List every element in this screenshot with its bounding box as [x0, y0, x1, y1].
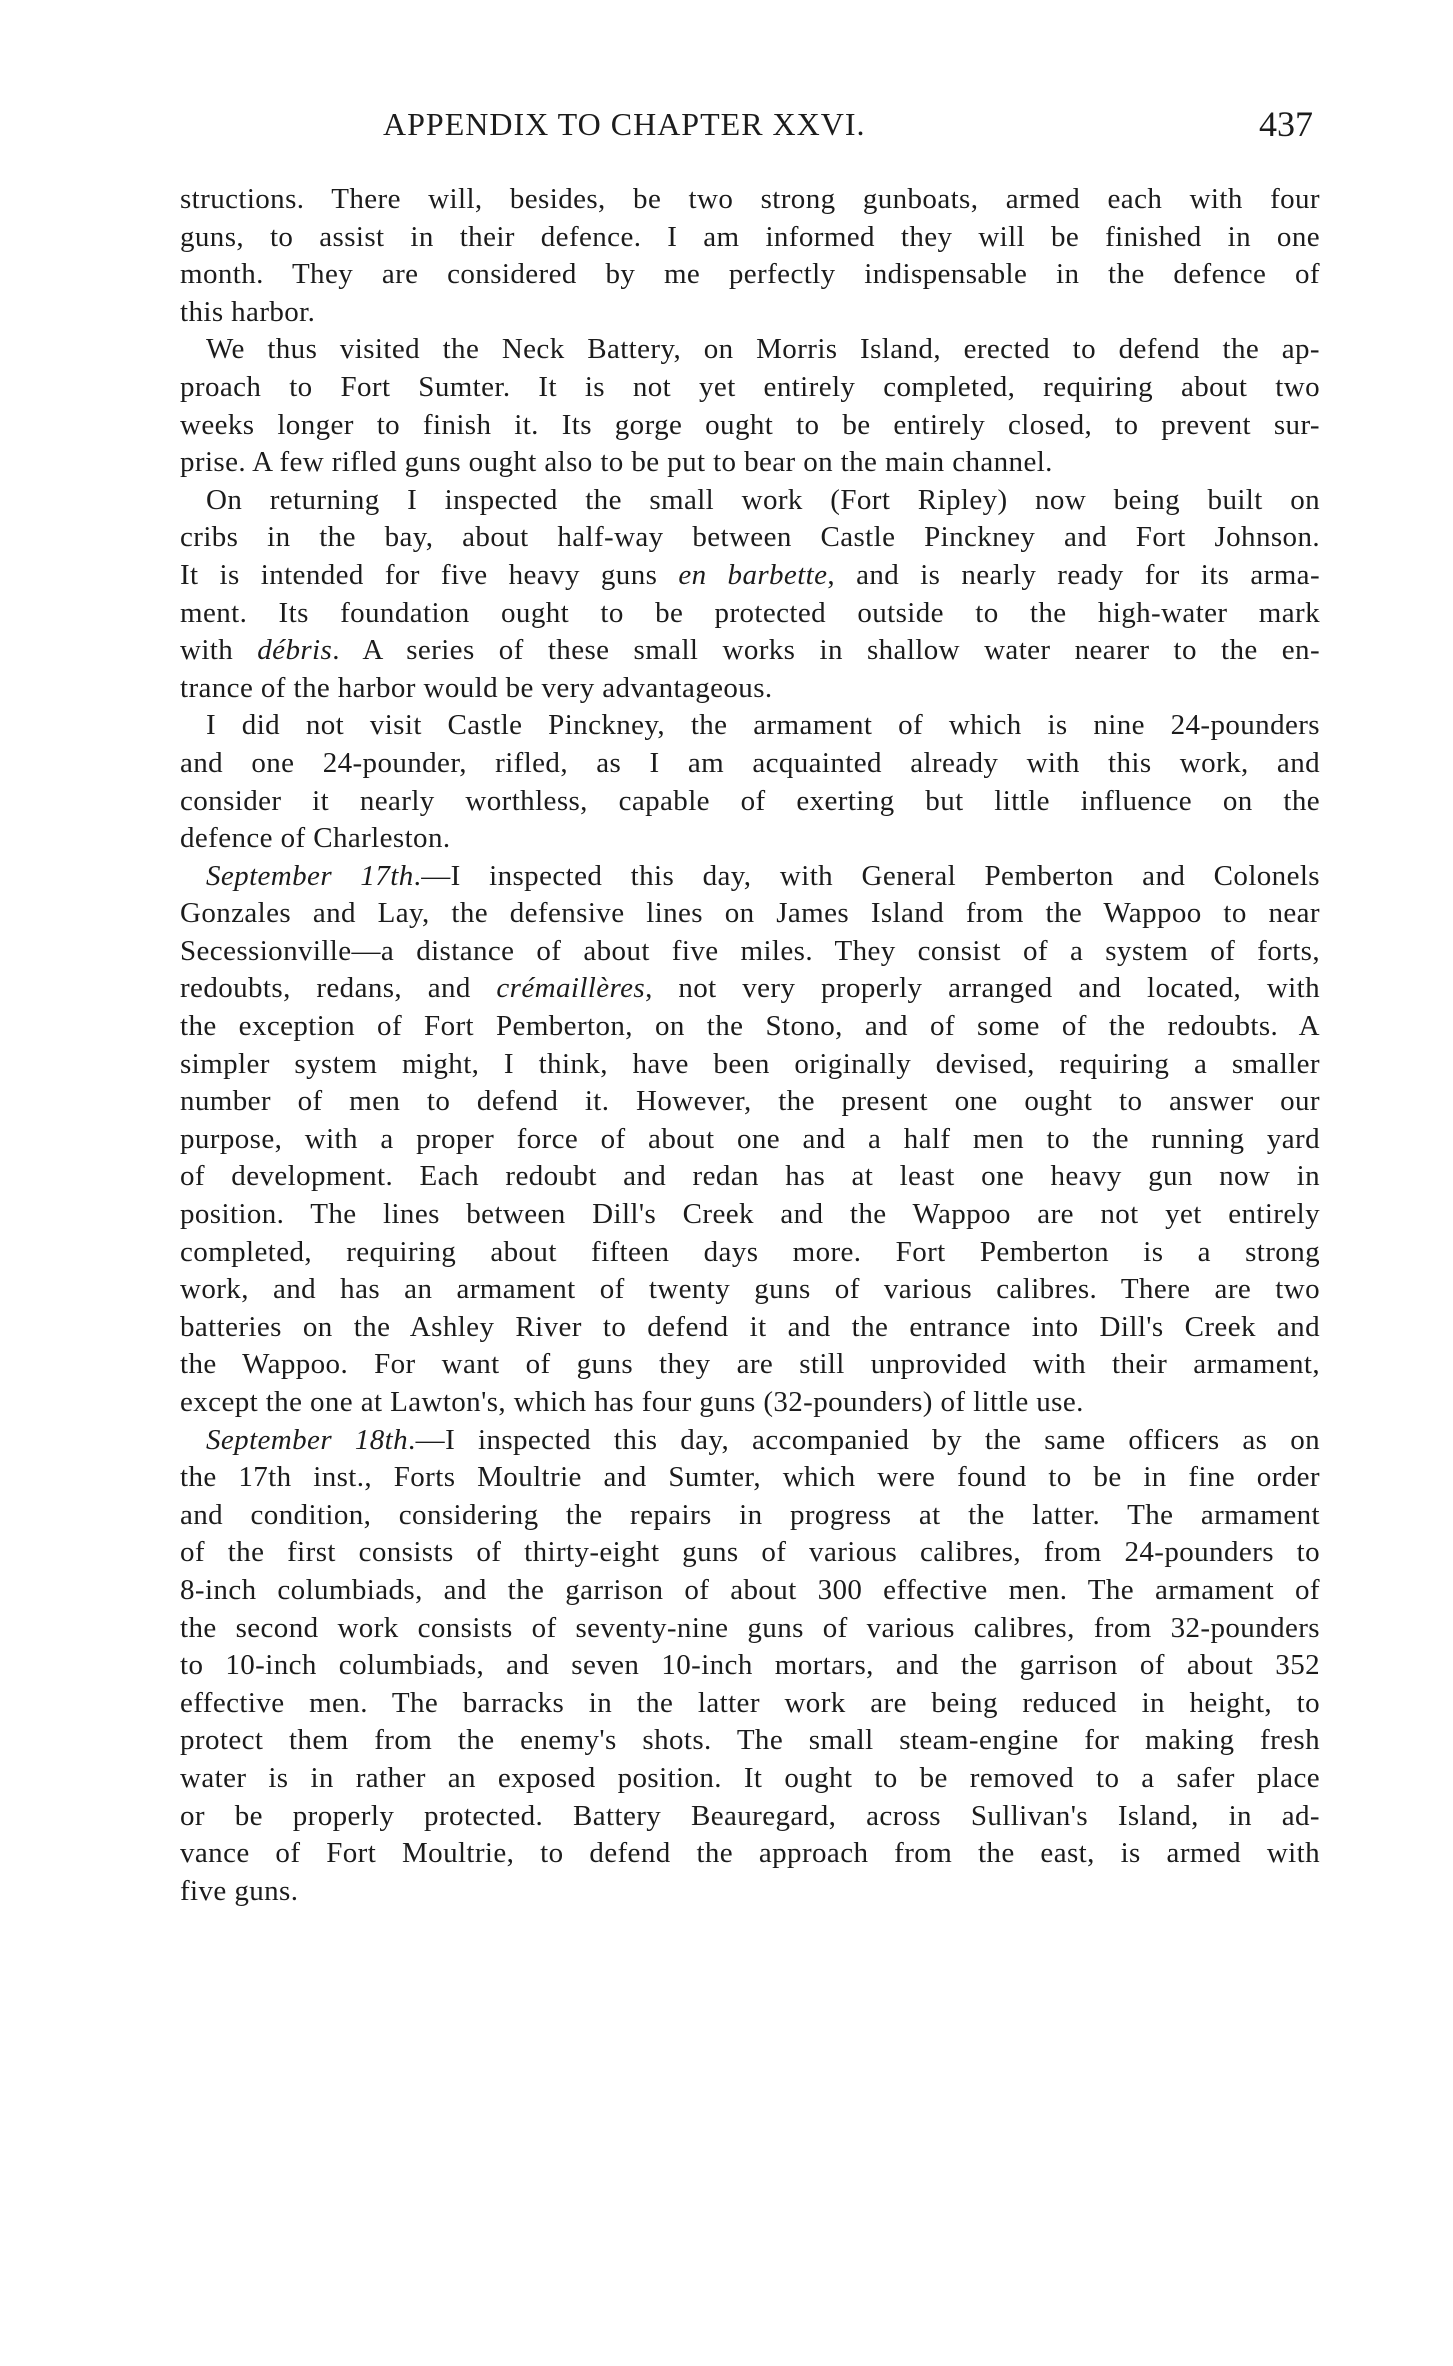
italic-term: September 17th [206, 859, 414, 892]
text-line: work, and has an armament of twenty guns of various calibres. There are two [180, 1273, 1320, 1306]
text-line: five guns. [180, 1874, 299, 1907]
text-line: and condition, considering the repairs in progress at the latter. The armament [180, 1498, 1320, 1531]
text-line: the Wappoo. For want of guns they are still unprovided with their armament, [180, 1348, 1320, 1381]
body-text [180, 181, 1320, 1910]
text-line [180, 858, 1320, 896]
text-line: number of men to defend it. However, the present one ought to answer our [180, 1085, 1320, 1118]
text-line: except the one at Lawton's, which has four guns (32-pounders) of little use. [180, 1386, 1084, 1418]
text-line: water is in rather an exposed position. It ought to be removed to a safer place [180, 1761, 1320, 1794]
text-line: month. They are considered by me perfectly indispensable in the defence of [180, 258, 1320, 291]
italic-term: crémaillères [496, 972, 646, 1005]
text-line: to 10-inch columbiads, and seven 10-inch mortars, and the garrison of about 352 [180, 1649, 1320, 1682]
text-line [180, 970, 1320, 1008]
text-line: We thus visited the Neck Battery, on Morris Island, erected to defend the ap- [206, 333, 1320, 366]
text-line: On returning I inspected the small work (Fort Ripley) now being built on [206, 483, 1320, 516]
running-title: APPENDIX TO CHAPTER XXVI. [383, 106, 866, 142]
text-line [180, 557, 1320, 595]
line-text-segment: . A series of these small works in shallow water nearer to the en- [332, 634, 1320, 667]
text-line: prise. A few rifled guns ought also to be put to bear on the main channel. [180, 446, 1053, 479]
running-head [383, 100, 1313, 148]
text-line [180, 632, 1320, 670]
text-line: and one 24-pounder, rifled, as I am acquainted already with this work, and [180, 746, 1320, 779]
text-line: protect them from the enemy's shots. The small steam-engine for making fresh [180, 1724, 1320, 1757]
line-text-segment: .—I inspected this day, with General Pemberton and Colonels [413, 859, 1320, 892]
line-text-segment: It is intended for five heavy guns [180, 558, 679, 591]
text-line: of the first consists of thirty-eight guns of various calibres, from 24-pounders to [180, 1536, 1320, 1569]
text-line [180, 1422, 1320, 1460]
italic-term: débris [257, 634, 333, 667]
text-line: batteries on the Ashley River to defend it and the entrance into Dill's Creek and [180, 1310, 1320, 1343]
line-text-segment: , and is nearly ready for its arma- [827, 558, 1321, 591]
text-line: vance of Fort Moultrie, to defend the approach from the east, is armed with [180, 1837, 1320, 1870]
line-text-segment: .—I inspected this day, accompanied by the same officers as on [408, 1423, 1320, 1456]
text-line: consider it nearly worthless, capable of exerting but little influence on the [180, 784, 1320, 817]
italic-term: en barbette [678, 558, 828, 591]
text-line: simpler system might, I think, have been originally devised, requiring a smaller [180, 1047, 1320, 1080]
text-line: I did not visit Castle Pinckney, the armament of which is nine 24-pounders [206, 709, 1320, 742]
text-line: guns, to assist in their defence. I am informed they will be finished in one [180, 220, 1320, 253]
text-line: or be properly protected. Battery Beauregard, across Sullivan's Island, in ad- [180, 1799, 1320, 1832]
page-number: 437 [1259, 104, 1313, 144]
italic-term: September 18th [206, 1423, 409, 1456]
text-line: completed, requiring about fifteen days more. Fort Pemberton is a strong [180, 1235, 1320, 1268]
text-line: the 17th inst., Forts Moultrie and Sumter, which were found to be in fine order [180, 1461, 1320, 1494]
text-line: Secessionville—a distance of about five miles. They consist of a system of forts, [180, 934, 1320, 967]
text-line: proach to Fort Sumter. It is not yet entirely completed, requiring about two [180, 370, 1320, 403]
text-line: purpose, with a proper force of about one and a half men to the running yard [180, 1122, 1320, 1155]
text-line: weeks longer to finish it. Its gorge ought to be entirely closed, to prevent sur- [180, 408, 1320, 441]
text-line: 8-inch columbiads, and the garrison of about 300 effective men. The armament of [180, 1573, 1320, 1606]
text-line: trance of the harbor would be very advantageous. [180, 671, 773, 704]
text-line: cribs in the bay, about half-way between Castle Pinckney and Fort Johnson. [180, 521, 1320, 554]
text-line: defence of Charleston. [180, 822, 451, 855]
text-line: the exception of Fort Pemberton, on the Stono, and of some of the redoubts. A [180, 1010, 1320, 1043]
line-text-segment: redoubts, redans, and [180, 972, 497, 1005]
text-line: this harbor. [180, 295, 316, 328]
text-line: Gonzales and Lay, the defensive lines on James Island from the Wappoo to near [180, 897, 1320, 930]
text-line: the second work consists of seventy-nine guns of various calibres, from 32-pounders [180, 1611, 1320, 1644]
text-line: position. The lines between Dill's Creek and the Wappoo are not yet entirely [180, 1198, 1320, 1231]
text-line: structions. There will, besides, be two strong gunboats, armed each with four [180, 183, 1320, 215]
line-text-segment: with [180, 634, 258, 667]
text-line: of development. Each redoubt and redan has at least one heavy gun now in [180, 1160, 1320, 1193]
text-line: effective men. The barracks in the latter work are being reduced in height, to [180, 1686, 1320, 1719]
line-text-segment: , not very properly arranged and located, with [645, 972, 1320, 1005]
text-line: ment. Its foundation ought to be protected outside to the high-water mark [180, 596, 1320, 629]
